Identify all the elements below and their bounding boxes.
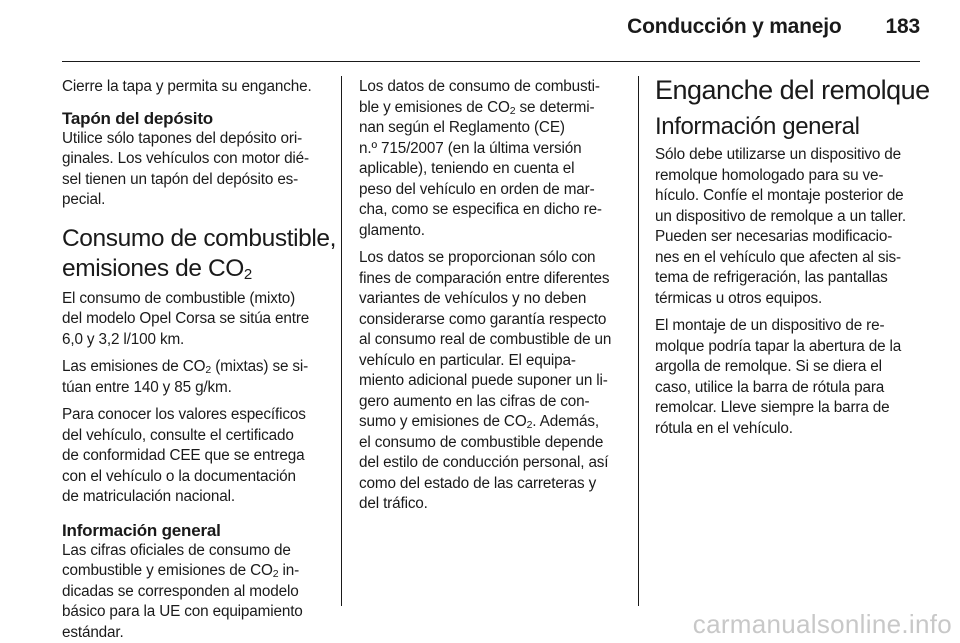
text-line: Utilice sólo tapones del depósito ori- bbox=[62, 129, 332, 150]
column-2 bbox=[359, 77, 624, 515]
text-line: Para conocer los valores específicos bbox=[62, 405, 332, 426]
text-line: variantes de vehículos y no deben bbox=[359, 289, 624, 310]
text-line: sel tienen un tapón del depósito es- bbox=[62, 170, 332, 191]
towing-eye-paragraph bbox=[655, 316, 923, 439]
text-line: ginales. Los vehículos con motor dié- bbox=[62, 149, 332, 170]
text-line: de conformidad CEE que se entrega bbox=[62, 446, 332, 467]
text-fragment: in- bbox=[278, 562, 299, 579]
heading-line: Consumo de combustible, bbox=[62, 224, 332, 254]
text-fragment: ble y emisiones de CO bbox=[359, 99, 510, 116]
text-line: con el vehículo o la documentación bbox=[62, 467, 332, 488]
text-line: básico para la UE con equipamiento bbox=[62, 602, 332, 623]
text-line bbox=[62, 561, 332, 582]
text-line: peso del vehículo en orden de mar- bbox=[359, 180, 624, 201]
text-line: gero aumento en las cifras de con- bbox=[359, 392, 624, 413]
heading-text: emisiones de CO bbox=[62, 255, 244, 282]
text-line: el consumo de combustible depende bbox=[359, 433, 624, 454]
emissions-paragraph bbox=[62, 357, 332, 398]
text-line: Los datos de consumo de combusti- bbox=[359, 77, 624, 98]
text-line: remolque homologado para su ve- bbox=[655, 166, 923, 187]
text-line: del tráfico. bbox=[359, 494, 624, 515]
text-line: tema de refrigeración, las pantallas bbox=[655, 268, 923, 289]
text-fragment: . Además, bbox=[532, 413, 599, 430]
text-fragment: (mixtas) se si- bbox=[211, 358, 308, 375]
homologated-device-paragraph bbox=[655, 145, 923, 309]
text-line: nan según el Reglamento (CE) bbox=[359, 118, 624, 139]
co2-subscript: 2 bbox=[244, 266, 252, 283]
text-line: cha, como se especifica en dicho re- bbox=[359, 200, 624, 221]
co2-subscript: 2 bbox=[527, 419, 533, 431]
text-line: hículo. Confíe el montaje posterior de bbox=[655, 186, 923, 207]
text-line: rótula en el vehículo. bbox=[655, 419, 923, 440]
intro-text: Cierre la tapa y permita su enganche. bbox=[62, 77, 332, 98]
comparison-paragraph bbox=[359, 248, 624, 515]
specific-values-paragraph bbox=[62, 405, 332, 508]
fuel-consumption-heading bbox=[62, 224, 332, 284]
text-line: considerarse como garantía respecto bbox=[359, 310, 624, 331]
co2-subscript: 2 bbox=[205, 364, 211, 376]
column-divider-1 bbox=[341, 76, 342, 606]
column-1 bbox=[62, 77, 332, 643]
text-line: molque podría tapar la abertura de la bbox=[655, 337, 923, 358]
text-line: Los datos se proporcionan sólo con bbox=[359, 248, 624, 269]
text-line: caso, utilice la barra de rótula para bbox=[655, 378, 923, 399]
watermark: carmanualsonline.info bbox=[693, 609, 952, 640]
text-line: El consumo de combustible (mixto) bbox=[62, 289, 332, 310]
text-line: argolla de remolque. Si se diera el bbox=[655, 357, 923, 378]
trailer-hitch-heading: Enganche del remolque bbox=[655, 74, 923, 106]
text-fragment: sumo y emisiones de CO bbox=[359, 413, 527, 430]
header-divider bbox=[62, 61, 920, 62]
text-line: nes en el vehículo que afecten al sis- bbox=[655, 248, 923, 269]
text-line: dicadas se corresponden al modelo bbox=[62, 582, 332, 603]
tank-cap-heading: Tapón del depósito bbox=[62, 109, 332, 129]
regulation-paragraph bbox=[359, 77, 624, 241]
page-number: 183 bbox=[886, 15, 920, 38]
text-line: El montaje de un dispositivo de re- bbox=[655, 316, 923, 337]
text-line: al consumo real de combustible de un bbox=[359, 330, 624, 351]
text-line: fines de comparación entre diferentes bbox=[359, 269, 624, 290]
text-line: como del estado de las carreteras y bbox=[359, 474, 624, 495]
heading-line bbox=[62, 254, 332, 284]
text-line: un dispositivo de remolque a un taller. bbox=[655, 207, 923, 228]
text-line: n.º 715/2007 (en la última versión bbox=[359, 139, 624, 160]
text-line bbox=[62, 357, 332, 378]
text-line: del modelo Opel Corsa se sitúa entre bbox=[62, 309, 332, 330]
text-fragment: se determi- bbox=[515, 99, 594, 116]
text-line: Pueden ser necesarias modificacio- bbox=[655, 227, 923, 248]
general-info-heading: Información general bbox=[655, 112, 923, 142]
co2-subscript: 2 bbox=[510, 105, 516, 117]
general-info-heading: Información general bbox=[62, 521, 332, 541]
text-line: estándar. bbox=[62, 623, 332, 643]
consumption-paragraph bbox=[62, 289, 332, 351]
co2-subscript: 2 bbox=[273, 568, 279, 580]
text-line: vehículo en particular. El equipa- bbox=[359, 351, 624, 372]
text-line: Sólo debe utilizarse un dispositivo de bbox=[655, 145, 923, 166]
page-header bbox=[627, 15, 920, 39]
text-line: de matriculación nacional. bbox=[62, 487, 332, 508]
text-line: aplicable), teniendo en cuenta el bbox=[359, 159, 624, 180]
text-line: túan entre 140 y 85 g/km. bbox=[62, 378, 332, 399]
text-line: pecial. bbox=[62, 190, 332, 211]
text-line: Las cifras oficiales de consumo de bbox=[62, 541, 332, 562]
official-figures-paragraph bbox=[62, 541, 332, 643]
text-fragment: Las emisiones de CO bbox=[62, 358, 205, 375]
text-line: del estilo de conducción personal, así bbox=[359, 453, 624, 474]
text-line: remolcar. Lleve siempre la barra de bbox=[655, 398, 923, 419]
text-fragment: combustible y emisiones de CO bbox=[62, 562, 273, 579]
text-line: 6,0 y 3,2 l/100 km. bbox=[62, 330, 332, 351]
text-line: térmicas u otros equipos. bbox=[655, 289, 923, 310]
tank-cap-paragraph bbox=[62, 129, 332, 211]
column-3 bbox=[655, 77, 923, 439]
text-line bbox=[359, 98, 624, 119]
text-line bbox=[359, 412, 624, 433]
text-line: del vehículo, consulte el certificado bbox=[62, 426, 332, 447]
column-divider-2 bbox=[638, 76, 639, 606]
text-line: glamento. bbox=[359, 221, 624, 242]
text-line: miento adicional puede suponer un li- bbox=[359, 371, 624, 392]
page-title: Conducción y manejo bbox=[627, 15, 841, 38]
